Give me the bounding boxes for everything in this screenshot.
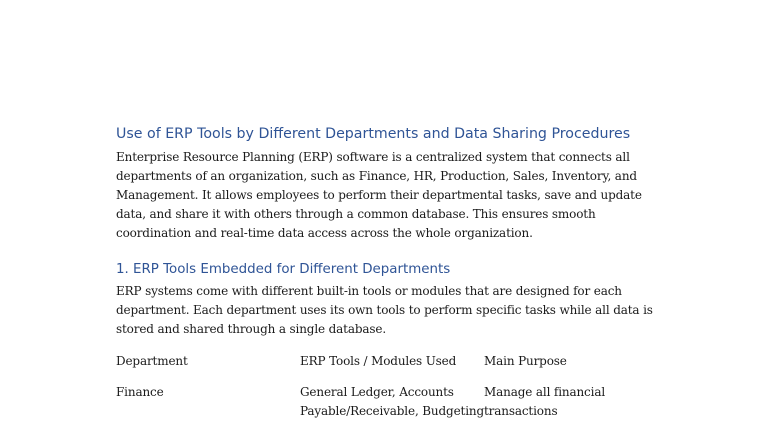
table-header-tools: ERP Tools / Modules Used [300,354,457,368]
table-header-row [116,352,666,371]
intro-paragraph: Enterprise Resource Planning (ERP) software is a centralized system that connects all departments of an organization, such as Finance, HR, Production, Sales, Inventory, and Management. It allows employees to perform their departmental tasks, save and update data, and share it with others through a common database. This ensures smooth coordination and real-time data access across the whole organization. [116,150,642,240]
table-header-purpose: Main Purpose [484,354,567,368]
section-1-heading: 1. ERP Tools Embedded for Different Departments [116,262,451,277]
table-row [116,383,666,421]
table-cell-purpose: Manage all financial transactions [484,385,606,418]
erp-tools-table [116,352,666,421]
document-title: Use of ERP Tools by Different Departments and Data Sharing Procedures [116,126,631,142]
table-cell-tools: General Ledger, Accounts Payable/Receivable, Budgeting [300,385,484,418]
table-header-department: Department [116,354,188,368]
section-1-paragraph: ERP systems come with different built-in tools or modules that are designed for each department. Each department uses its own tools to perform specific tasks while all data is stored and shared through a single database. [116,284,653,336]
document-content [116,124,666,421]
table-cell-department: Finance [116,385,164,399]
